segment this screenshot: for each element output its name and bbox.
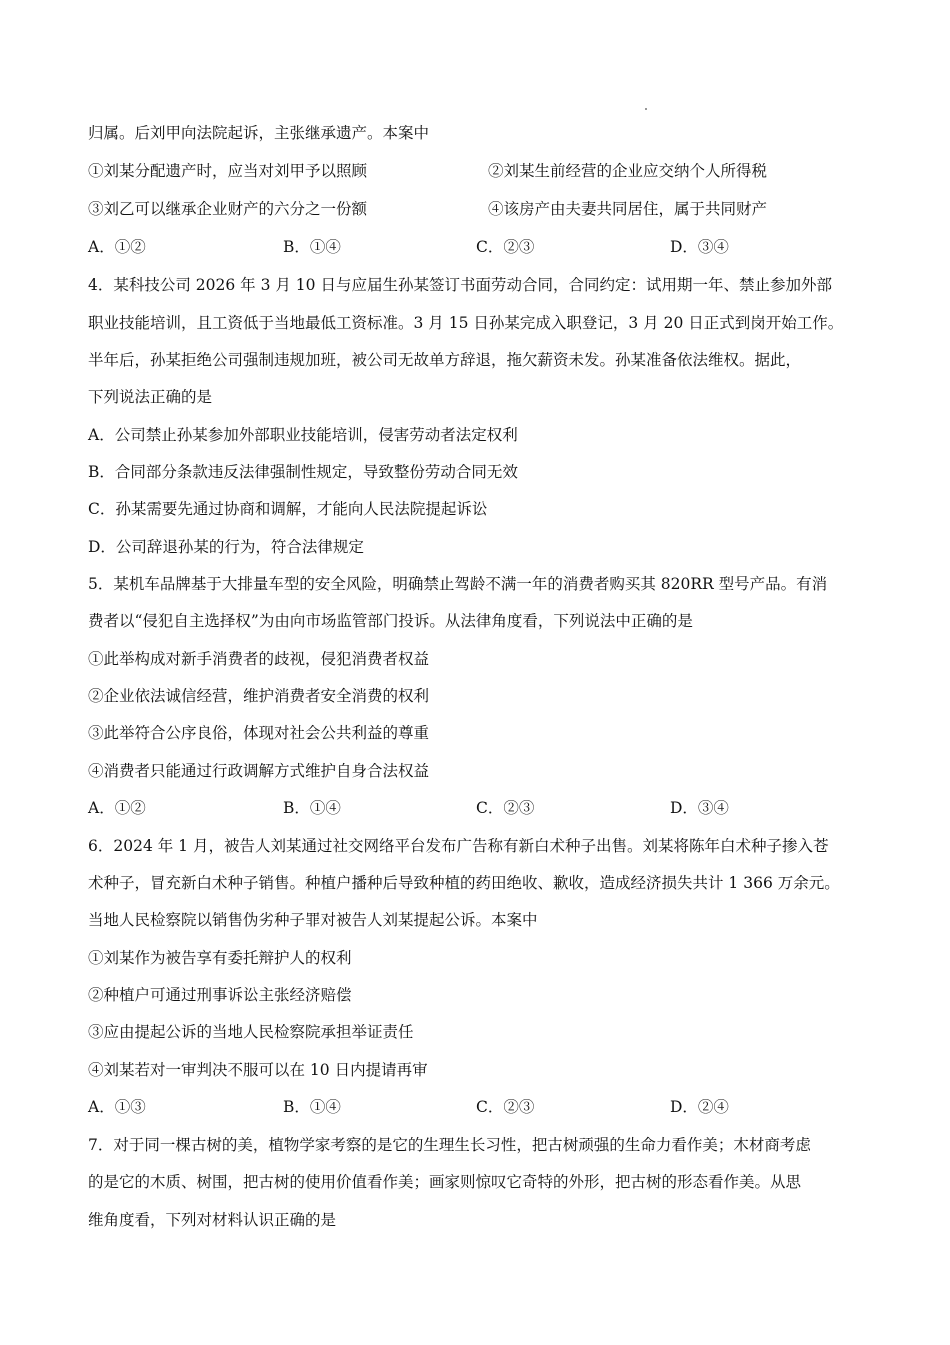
- q3-stem-line: 归属。后刘甲向法院起诉，主张继承遗产。本案中: [88, 124, 430, 142]
- q5-option-b[interactable]: B．①④: [283, 799, 341, 817]
- q7-stem-line: 维角度看，下列对材料认识正确的是: [88, 1211, 337, 1229]
- q6-statement-3: ③应由提起公诉的当地人民检察院承担举证责任: [88, 1023, 414, 1041]
- q7-stem-line: 7．对于同一棵古树的美，植物学家考察的是它的生理生长习性，把古树顽强的生命力看作美；木材商考虑: [88, 1136, 811, 1154]
- q3-option-b[interactable]: B．①④: [283, 238, 341, 256]
- q5-statement-4: ④消费者只能通过行政调解方式维护自身合法权益: [88, 762, 430, 780]
- q5-option-a[interactable]: A．①②: [88, 799, 146, 817]
- q3-statement-4: ④该房产由夫妻共同居住，属于共同财产: [488, 200, 768, 218]
- q5-stem-line: 费者以“侵犯自主选择权”为由向市场监管部门投诉。从法律角度看，下列说法中正确的是: [88, 612, 693, 630]
- q3-statement-2: ②刘某生前经营的企业应交纳个人所得税: [488, 162, 768, 180]
- q6-statement-1: ①刘某作为被告享有委托辩护人的权利: [88, 949, 352, 967]
- q6-stem-line: 当地人民检察院以销售伪劣种子罪对被告人刘某提起公诉。本案中: [88, 911, 538, 929]
- q5-statement-1: ①此举构成对新手消费者的歧视，侵犯消费者权益: [88, 650, 430, 668]
- q4-option-b[interactable]: B．合同部分条款违反法律强制性规定，导致整份劳动合同无效: [88, 463, 518, 481]
- q4-option-c[interactable]: C．孙某需要先通过协商和调解，才能向人民法院提起诉讼: [88, 500, 488, 518]
- q6-statement-2: ②种植户可通过刑事诉讼主张经济赔偿: [88, 986, 352, 1004]
- q3-statement-1: ①刘某分配遗产时，应当对刘甲予以照顾: [88, 162, 368, 180]
- q4-stem-line: 职业技能培训，且工资低于当地最低工资标准。3 月 15 日孙某完成入职登记，3 月 20 日正式到岗开始工作。: [88, 314, 844, 332]
- q7-stem-line: 的是它的木质、树围，把古树的使用价值看作美；画家则惊叹它奇特的外形，把古树的形态看作美。从思: [88, 1173, 802, 1191]
- q4-option-d[interactable]: D．公司辞退孙某的行为，符合法律规定: [88, 538, 364, 556]
- q6-option-d[interactable]: D．②④: [670, 1098, 729, 1116]
- q6-stem-line: 术种子，冒充新白术种子销售。种植户播种后导致种植的药田绝收、歉收，造成经济损失共计 1 366 万余元。: [88, 874, 840, 892]
- q3-statement-3: ③刘乙可以继承企业财产的六分之一份额: [88, 200, 368, 218]
- q5-option-d[interactable]: D．③④: [670, 799, 729, 817]
- q5-option-c[interactable]: C．②③: [476, 799, 535, 817]
- q4-stem-line: 4．某科技公司 2026 年 3 月 10 日与应届生孙某签订书面劳动合同，合同约定：试用期一年、禁止参加外部: [88, 276, 832, 294]
- q5-stem-line: 5．某机车品牌基于大排量车型的安全风险，明确禁止驾龄不满一年的消费者购买其 820RR 型号产品。有消: [88, 575, 828, 593]
- q5-options: [88, 797, 868, 819]
- q3-option-a[interactable]: A．①②: [88, 238, 146, 256]
- q6-option-c[interactable]: C．②③: [476, 1098, 535, 1116]
- q3-option-c[interactable]: C．②③: [476, 238, 535, 256]
- q3-options: [88, 236, 868, 258]
- q6-statement-4: ④刘某若对一审判决不服可以在 10 日内提请再审: [88, 1061, 428, 1079]
- q5-statement-2: ②企业依法诚信经营，维护消费者安全消费的权利: [88, 687, 430, 705]
- q6-options: [88, 1096, 868, 1118]
- q4-option-a[interactable]: A．公司禁止孙某参加外部职业技能培训，侵害劳动者法定权利: [88, 426, 518, 444]
- q6-option-a[interactable]: A．①③: [88, 1098, 146, 1116]
- q3-option-d[interactable]: D．③④: [670, 238, 729, 256]
- q6-option-b[interactable]: B．①④: [283, 1098, 341, 1116]
- scan-dot: [645, 108, 647, 110]
- q4-stem-line: 半年后，孙某拒绝公司强制违规加班，被公司无故单方辞退，拖欠薪资未发。孙某准备依法维权。据此，: [88, 351, 802, 369]
- q6-stem-line: 6．2024 年 1 月，被告人刘某通过社交网络平台发布广告称有新白术种子出售。刘某将陈年白术种子掺入苍: [88, 837, 829, 855]
- q5-statement-3: ③此举符合公序良俗，体现对社会公共利益的尊重: [88, 724, 430, 742]
- q4-stem-line: 下列说法正确的是: [88, 388, 213, 406]
